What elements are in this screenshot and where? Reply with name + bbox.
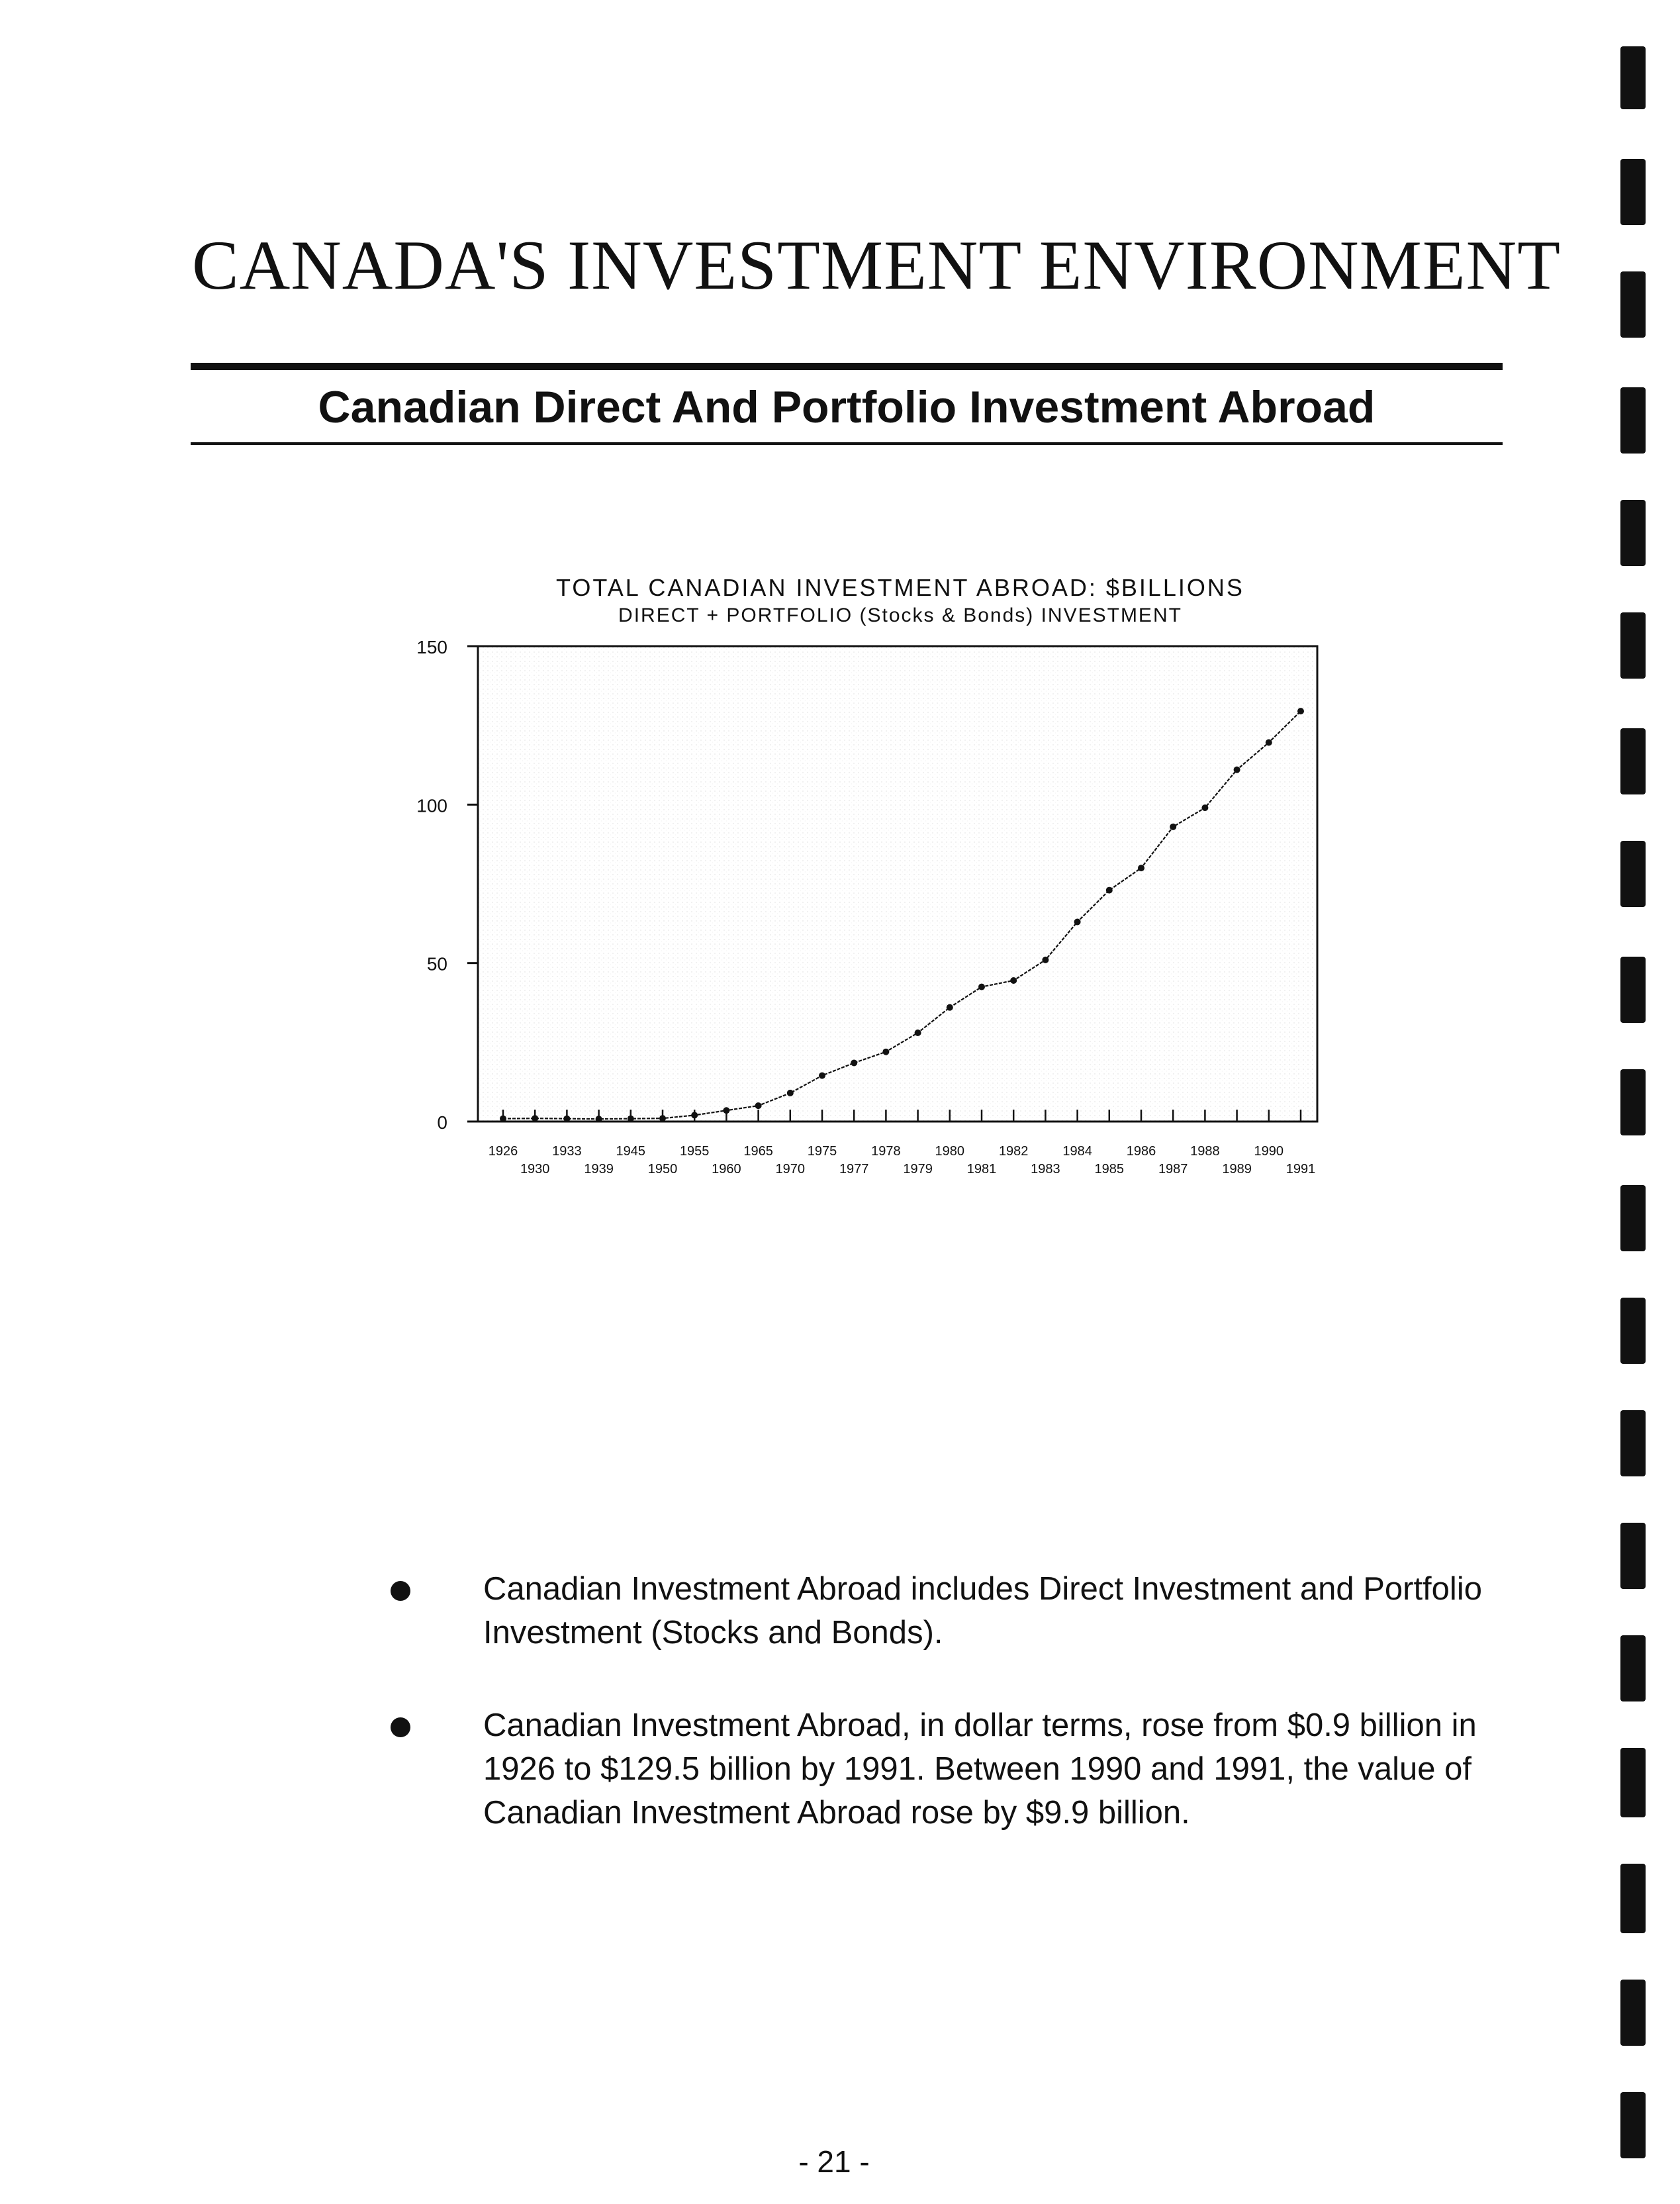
x-tick-label: 1985 <box>1094 1162 1125 1176</box>
data-point <box>915 1030 921 1036</box>
binder-mark <box>1620 957 1646 1023</box>
x-tick-label: 1986 <box>1126 1144 1156 1159</box>
bullet-text-1: Canadian Investment Abroad includes Direct Investment and Portfolio Investment (Stocks and Bonds). <box>483 1571 1482 1651</box>
x-tick-label: 1980 <box>935 1144 965 1159</box>
data-point <box>882 1049 889 1055</box>
binder-mark <box>1620 271 1646 338</box>
page-title: CANADA'S INVESTMENT ENVIRONMENT <box>192 226 1561 304</box>
x-tick-label: 1978 <box>871 1144 901 1159</box>
x-tick-label: 1979 <box>903 1162 933 1176</box>
x-tick-label: 1939 <box>584 1162 614 1176</box>
binder-mark <box>1620 46 1646 109</box>
x-tick-label: 1960 <box>712 1162 741 1176</box>
data-point <box>1106 887 1113 894</box>
section-subtitle: Canadian Direct And Portfolio Investment Abroad <box>318 382 1376 432</box>
binder-mark <box>1620 612 1646 679</box>
x-tick-label: 1989 <box>1222 1162 1252 1176</box>
chart-title: TOTAL CANADIAN INVESTMENT ABROAD: $BILLIONS <box>556 574 1244 601</box>
subtitle-rule <box>191 442 1503 445</box>
data-point <box>1170 824 1176 830</box>
data-point <box>947 1004 953 1011</box>
y-tick-label: 0 <box>437 1112 447 1133</box>
data-point <box>787 1090 794 1096</box>
binder-mark <box>1620 500 1646 566</box>
bullet-marker <box>391 1717 410 1737</box>
binder-mark <box>1620 1069 1646 1135</box>
investment-line-chart <box>371 563 1337 1291</box>
data-point <box>563 1116 570 1122</box>
x-tick-label: 1955 <box>679 1144 710 1159</box>
binder-mark <box>1620 841 1646 907</box>
x-tick-label: 1990 <box>1254 1144 1284 1159</box>
x-tick-label: 1970 <box>775 1162 806 1176</box>
plot-texture-fade <box>478 646 1317 1122</box>
data-point <box>628 1116 634 1122</box>
data-point <box>500 1116 506 1122</box>
x-tick-label: 1982 <box>998 1144 1029 1159</box>
binder-mark <box>1620 2092 1646 2158</box>
data-point <box>851 1059 857 1066</box>
title-rule <box>191 363 1503 370</box>
binder-mark <box>1620 387 1646 454</box>
x-tick-label: 1977 <box>839 1162 869 1176</box>
x-tick-label: 1926 <box>488 1144 518 1159</box>
x-tick-label: 1965 <box>743 1144 773 1159</box>
x-tick-label: 1988 <box>1190 1144 1220 1159</box>
binder-mark <box>1620 1185 1646 1251</box>
y-axis <box>416 637 478 1133</box>
binder-mark <box>1620 1864 1646 1933</box>
x-tick-label: 1983 <box>1031 1162 1060 1176</box>
data-point <box>978 984 985 990</box>
x-tick-label: 1991 <box>1285 1162 1316 1176</box>
data-point <box>723 1107 729 1114</box>
page-number: - 21 - <box>798 2144 870 2179</box>
bullet-marker <box>391 1581 410 1601</box>
data-point <box>532 1115 538 1122</box>
binder-mark <box>1620 728 1646 794</box>
data-point <box>1297 708 1304 714</box>
data-point <box>691 1112 698 1118</box>
binder-mark <box>1620 1410 1646 1476</box>
binder-mark <box>1620 1298 1646 1364</box>
x-tick-label: 1975 <box>807 1144 837 1159</box>
x-tick-label: 1930 <box>520 1162 550 1176</box>
x-tick-label: 1950 <box>647 1162 678 1176</box>
x-tick-label: 1945 <box>616 1144 646 1159</box>
binder-mark <box>1620 1748 1646 1817</box>
data-point <box>659 1115 666 1122</box>
data-point <box>1234 767 1240 773</box>
data-point <box>1010 977 1017 984</box>
data-point <box>1074 918 1081 925</box>
data-point <box>1201 804 1208 811</box>
x-tick-label: 1987 <box>1158 1162 1188 1176</box>
binder-mark <box>1620 159 1646 225</box>
data-point <box>1266 740 1272 746</box>
bullet-text-2: Canadian Investment Abroad, in dollar terms, rose from $0.9 billion in 1926 to $129.5 billion by 1991. Between 1990 and 1991, the value of Canadian Investment Abroad rose by $9.9 billion. <box>483 1707 1477 1831</box>
y-tick-label: 100 <box>416 795 447 816</box>
binder-mark <box>1620 1980 1646 2046</box>
x-tick-label: 1981 <box>966 1162 997 1176</box>
data-point <box>819 1073 825 1079</box>
binder-mark <box>1620 1635 1646 1701</box>
data-point <box>596 1116 602 1122</box>
chart-subtitle: DIRECT + PORTFOLIO (Stocks & Bonds) INVESTMENT <box>618 604 1182 626</box>
data-point <box>1138 865 1144 871</box>
x-tick-label: 1933 <box>552 1144 582 1159</box>
x-tick-label: 1984 <box>1062 1144 1092 1159</box>
y-tick-label: 50 <box>426 953 447 975</box>
data-point <box>1042 957 1049 963</box>
binder-mark <box>1620 1523 1646 1589</box>
data-point <box>755 1102 762 1109</box>
y-tick-label: 150 <box>416 637 447 657</box>
